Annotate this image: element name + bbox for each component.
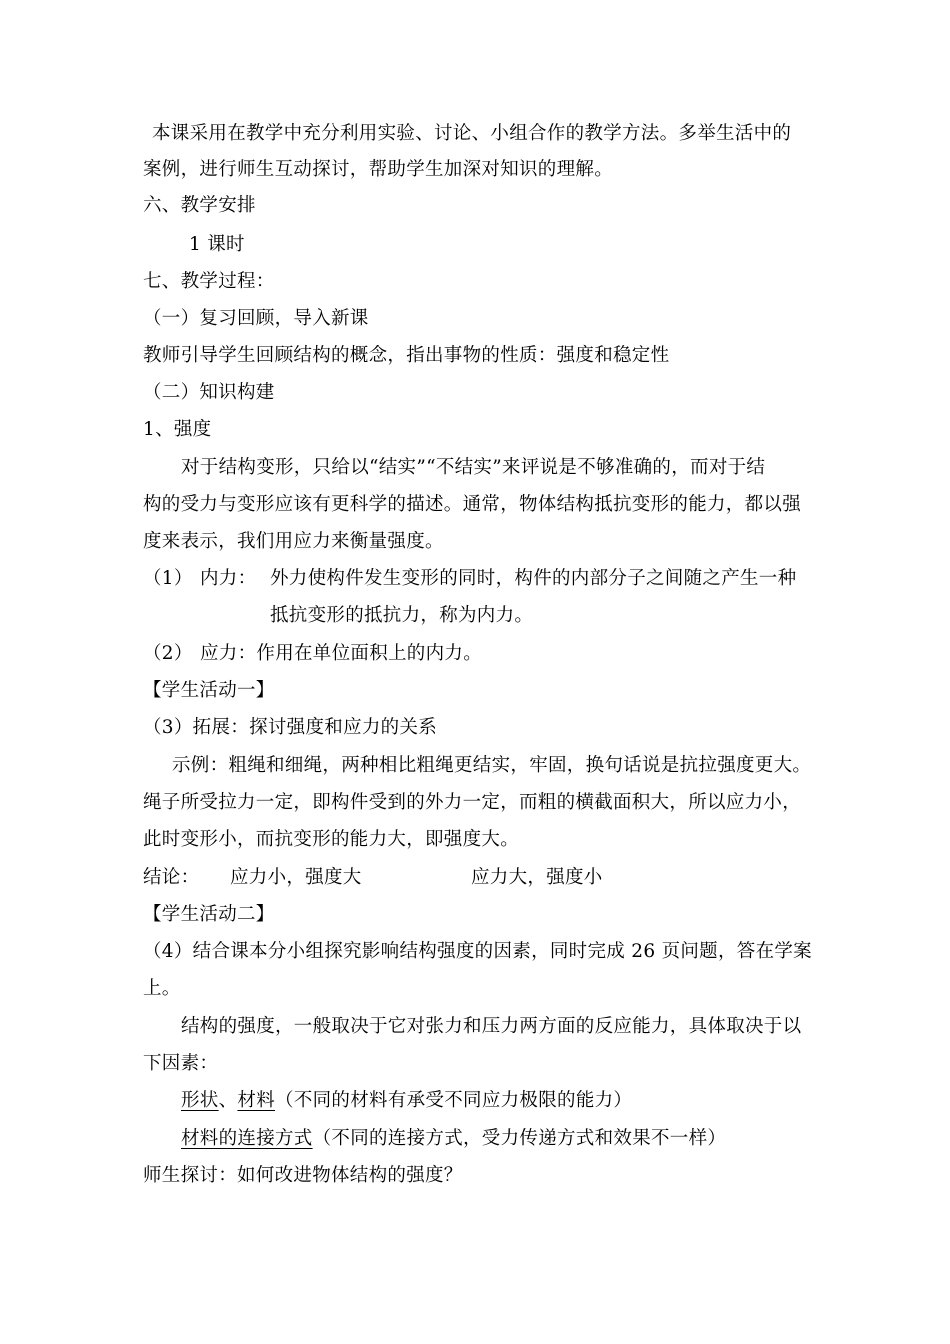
enumeration-comma: 、 <box>218 1090 238 1111</box>
example-line-1: 示例：粗绳和细绳，两种相比粗绳更结实，牢固，换句话说是抗拉强度更大。 <box>172 755 812 776</box>
factor-connection-note: （不同的连接方式，受力传递方式和效果不一样） <box>312 1128 727 1149</box>
class-hours: 1 课时 <box>189 234 245 255</box>
item-1-definition-line-2: 抵抗变形的抵抗力，称为内力。 <box>270 605 534 626</box>
factor-material-note: （不同的材料有承受不同应力极限的能力） <box>275 1090 633 1111</box>
section-heading-6: 六、教学安排 <box>143 195 256 216</box>
item-4-line-1: （4）结合课本分小组探究影响结构强度的因素，同时完成 26 页问题，答在学案 <box>143 941 812 962</box>
discussion-question: 师生探讨：如何改进物体结构的强度？ <box>143 1165 463 1186</box>
item-4-line-2: 上。 <box>143 978 181 999</box>
example-line-2: 绳子所受拉力一定，即构件受到的外力一定，而粗的横截面积大，所以应力小， <box>143 792 802 813</box>
section-heading-7: 七、教学过程： <box>143 271 275 292</box>
factor-connection-term: 材料的连接方式 <box>181 1128 313 1149</box>
conclusion-label: 结论： <box>143 867 200 888</box>
review-text: 教师引导学生回顾结构的概念，指出事物的性质：强度和稳定性 <box>143 345 670 366</box>
item-1-definition-line-1: 外力使构件发生变形的同时，构件的内部分子之间随之产生一种 <box>270 568 797 589</box>
factor-shape: 形状 <box>181 1090 219 1111</box>
factor-shape-material <box>181 1088 632 1114</box>
heading-strength: 1、强度 <box>143 419 212 440</box>
strength-para-line-2: 构的受力与变形应该有更科学的描述。通常，物体结构抵抗变形的能力，都以强 <box>143 494 802 515</box>
conclusion-right: 应力大，强度小 <box>471 867 603 888</box>
item-2-definition: 应力：作用在单位面积上的内力。 <box>200 643 483 664</box>
example-line-3: 此时变形小，而抗变形的能力大，即强度大。 <box>143 829 520 850</box>
factors-para-line-2: 下因素： <box>143 1053 219 1074</box>
item-2-number: （2） <box>143 643 193 664</box>
item-1-number: （1） <box>143 568 193 589</box>
strength-para-line-1: 对于结构变形，只给以“结实”“不结实”来评说是不够准确的，而对于结 <box>181 457 766 478</box>
subsection-knowledge: （二）知识构建 <box>143 382 275 403</box>
student-activity-2: 【学生活动二】 <box>143 904 275 925</box>
strength-para-line-3: 度来表示，我们用应力来衡量强度。 <box>143 531 444 552</box>
paragraph-method-line-1: 本课采用在教学中充分利用实验、讨论、小组合作的教学方法。多举生活中的 <box>152 123 792 144</box>
paragraph-method-line-2: 案例，进行师生互动探讨，帮助学生加深对知识的理解。 <box>143 159 614 180</box>
item-3-extension: （3）拓展：探讨强度和应力的关系 <box>143 717 438 738</box>
factors-para-line-1: 结构的强度，一般取决于它对张力和压力两方面的反应能力，具体取决于以 <box>181 1016 802 1037</box>
factor-material: 材料 <box>237 1090 276 1111</box>
subsection-review: （一）复习回顾，导入新课 <box>143 308 369 329</box>
factor-connection <box>181 1126 726 1152</box>
item-1-term: 内力： <box>200 568 257 589</box>
student-activity-1: 【学生活动一】 <box>143 680 275 701</box>
conclusion-left: 应力小，强度大 <box>230 867 362 888</box>
